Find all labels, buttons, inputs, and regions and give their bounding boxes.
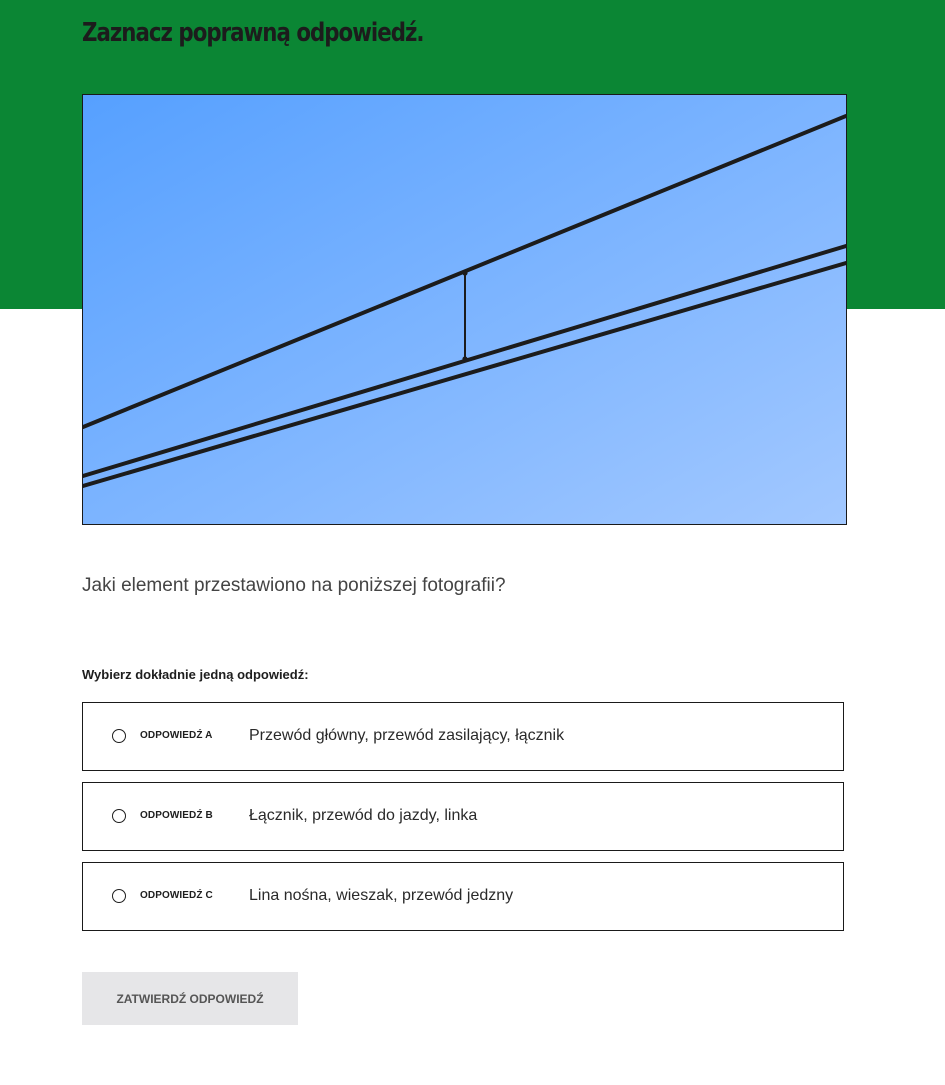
radio-icon[interactable] [112,729,126,743]
answer-option-a[interactable] [82,702,844,771]
answer-tag: ODPOWIEDŹ C [140,890,213,901]
question-text: Jaki element przestawiono na poniższej fotografii? [82,575,506,596]
answer-text: Przewód główny, przewód zasilający, łącznik [249,727,565,744]
answer-text: Łącznik, przewód do jazdy, linka [249,807,478,824]
overhead-wires-photo [83,95,846,524]
answer-option-c[interactable] [82,862,844,931]
answer-tag: ODPOWIEDŹ A [140,730,213,741]
radio-icon[interactable] [112,889,126,903]
answer-option-b[interactable] [82,782,844,851]
answer-instruction: Wybierz dokładnie jedną odpowiedź: [82,667,309,682]
answer-tag: ODPOWIEDŹ B [140,810,213,821]
question-photo [82,94,847,525]
submit-answer-button[interactable]: ZATWIERDŹ ODPOWIEDŹ [82,972,298,1025]
answer-text: Lina nośna, wieszak, przewód jedzny [249,887,514,904]
page-title: Zaznacz poprawną odpowiedź. [82,18,424,48]
radio-icon[interactable] [112,809,126,823]
